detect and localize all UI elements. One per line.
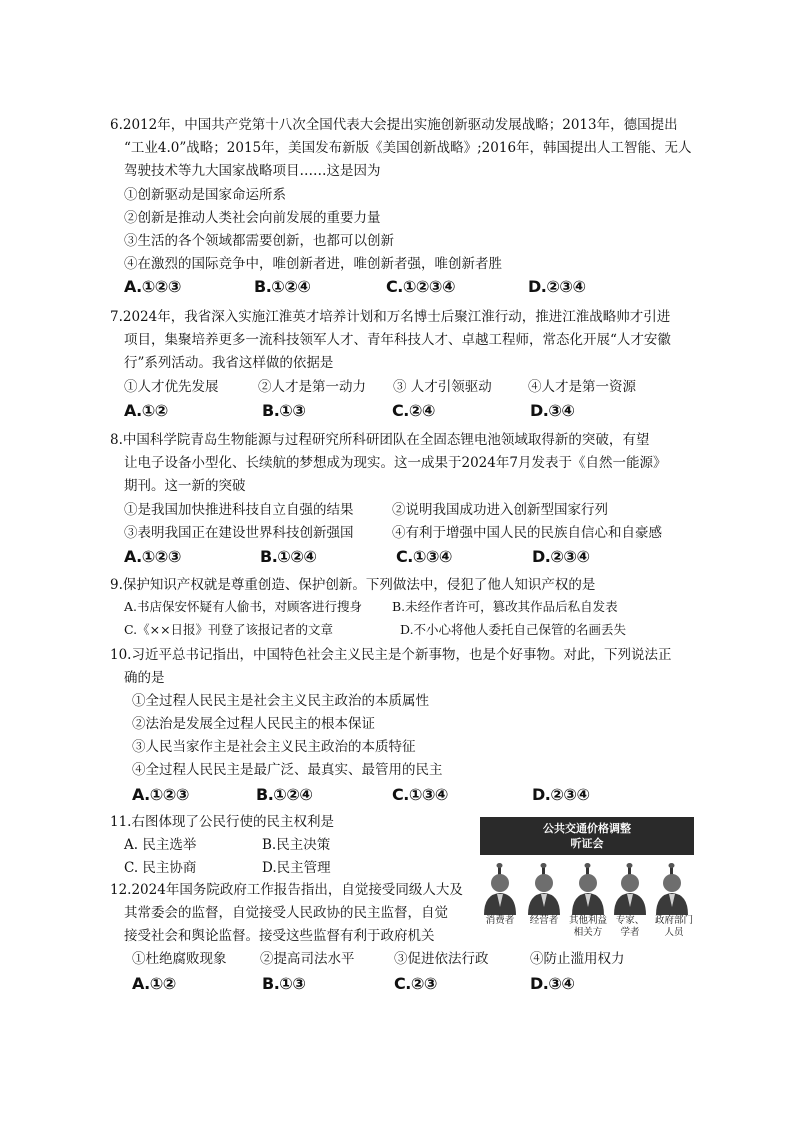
- q11-option-b[interactable]: B.民主决策: [262, 837, 331, 853]
- q8-option-b[interactable]: B.①②④: [260, 547, 317, 566]
- label-stakeholder: [564, 915, 612, 939]
- q6-stem-line-1: 6.2012年，中国共产党第十八次全国代表大会提出实施创新驱动发展战略；2013年，德国提出: [110, 117, 678, 133]
- q12-item-4: ④防止滥用权力: [530, 951, 625, 967]
- q8-item-1: ①是我国加快推进科技自立自强的结果: [124, 502, 354, 518]
- q9-stem: 9.保护知识产权就是尊重创造、保护创新。下列做法中，侵犯了他人知识产权的是: [110, 577, 596, 593]
- q12-option-b[interactable]: B.①③: [262, 974, 306, 993]
- q8-option-c[interactable]: C.①③④: [396, 547, 452, 566]
- q11-option-c[interactable]: C. 民主协商: [124, 860, 197, 876]
- q10-stem-line-2: 确的是: [124, 670, 165, 686]
- q6-stem-line-3: 驾驶技术等九大国家战略项目……这是因为: [124, 163, 381, 179]
- q9-option-a[interactable]: A.书店保安怀疑有人偷书，对顾客进行搜身: [124, 599, 363, 614]
- label-operator-text: 经营者: [529, 915, 559, 926]
- q7-item-3: ③ 人才引领驱动: [393, 379, 492, 395]
- label-expert-line-2: 学者: [620, 927, 640, 938]
- label-operator: [520, 915, 568, 927]
- q8-item-4: ④有利于增强中国人民的民族自信心和自豪感: [392, 525, 662, 541]
- hearing-figure: [472, 815, 704, 945]
- q10-option-c[interactable]: C.①③④: [392, 785, 448, 804]
- figure-title: [480, 817, 694, 855]
- q7-option-c[interactable]: C.②④: [392, 401, 435, 420]
- label-stakeholder-line-2: 相关方: [573, 927, 603, 938]
- participant-icon-stakeholder: [568, 863, 608, 921]
- q7-option-a[interactable]: A.①②: [124, 401, 168, 420]
- label-consumer-text: 消费者: [485, 915, 515, 926]
- label-expert-line-1: 专家、: [615, 915, 645, 926]
- q8-option-a[interactable]: A.①②③: [124, 547, 181, 566]
- q11-option-a[interactable]: A. 民主选举: [124, 837, 197, 853]
- q10-option-b[interactable]: B.①②④: [256, 785, 313, 804]
- q11-option-d[interactable]: D.民主管理: [262, 860, 331, 876]
- q6-item-3: ③生活的各个领域都需要创新，也都可以创新: [124, 233, 394, 249]
- q11-stem: 11.右图体现了公民行使的民主权利是: [110, 814, 334, 830]
- participant-icon-consumer: [480, 863, 520, 921]
- q6-option-b[interactable]: B.①②④: [254, 277, 311, 296]
- q10-item-3: ③人民当家作主是社会主义民主政治的本质特征: [132, 739, 416, 755]
- q10-item-1: ①全过程人民民主是社会主义民主政治的本质属性: [132, 693, 429, 709]
- q12-item-1: ①杜绝腐败现象: [132, 951, 227, 967]
- q12-item-3: ③促进依法行政: [394, 951, 489, 967]
- participant-icon-government: [652, 863, 692, 921]
- q12-option-a[interactable]: A.①②: [132, 974, 176, 993]
- q12-stem-line-2: 其常委会的监督，自觉接受人民政协的民主监督，自觉: [124, 905, 448, 921]
- q7-option-b[interactable]: B.①③: [262, 401, 306, 420]
- q8-item-3: ③表明我国正在建设世界科技创新强国: [124, 525, 354, 541]
- q7-stem-line-2: 项目，集聚培养更多一流科技领军人才、青年科技人才、卓越工程师，常态化开展“人才安徽: [124, 332, 671, 348]
- label-expert: [606, 915, 654, 939]
- q6-option-d[interactable]: D.②③④: [528, 277, 586, 296]
- label-government: [650, 915, 698, 939]
- q6-option-a[interactable]: A.①②③: [124, 277, 181, 296]
- q6-option-c[interactable]: C.①②③④: [386, 277, 456, 296]
- figure-title-line-2: 听证会: [570, 837, 604, 850]
- q9-option-d[interactable]: D.不小心将他人委托自己保管的名画丢失: [400, 622, 627, 637]
- q8-item-2: ②说明我国成功进入创新型国家行列: [392, 502, 608, 518]
- q10-item-4: ④全过程人民民主是最广泛、最真实、最管用的民主: [132, 762, 443, 778]
- label-government-line-1: 政府部门: [654, 915, 693, 926]
- q7-stem-line-3: 行”系列活动。我省这样做的依据是: [124, 355, 334, 371]
- q6-item-2: ②创新是推动人类社会向前发展的重要力量: [124, 210, 381, 226]
- q7-stem-line-1: 7.2024年，我省深入实施江淮英才培养计划和万名博士后聚江淮行动，推进江淮战略帅才引进: [110, 309, 671, 325]
- q8-stem-line-3: 期刊。这一新的突破: [124, 478, 246, 494]
- q12-option-c[interactable]: C.②③: [394, 974, 437, 993]
- q10-option-d[interactable]: D.②③④: [532, 785, 590, 804]
- q12-stem-line-1: 12.2024年国务院政府工作报告指出，自觉接受同级人大及: [110, 882, 463, 898]
- participant-icon-operator: [524, 863, 564, 921]
- q8-option-d[interactable]: D.②③④: [532, 547, 590, 566]
- q10-stem-line-1: 10.习近平总书记指出，中国特色社会主义民主是个新事物，也是个好事物。对此，下列说法正: [110, 647, 672, 663]
- q12-stem-line-3: 接受社会和舆论监督。接受这些监督有利于政府机关: [124, 928, 435, 944]
- q6-stem-line-2: “工业4.0”战略；2015年，美国发布新版《美国创新战略》;2016年，韩国提出人工智能、无人: [124, 140, 692, 156]
- q9-option-b[interactable]: B.未经作者许可，篡改其作品后私自发表: [392, 599, 618, 614]
- q7-item-4: ④人才是第一资源: [528, 379, 636, 395]
- q8-stem-line-2: 让电子设备小型化、长续航的梦想成为现实。这一成果于2024年7月发表于《自然一能源》: [124, 455, 667, 471]
- q6-item-4: ④在激烈的国际竞争中，唯创新者进，唯创新者强，唯创新者胜: [124, 256, 502, 272]
- label-stakeholder-line-1: 其他利益: [568, 915, 607, 926]
- q7-item-2: ②人才是第一动力: [258, 379, 366, 395]
- figure-title-line-1: 公共交通价格调整: [543, 822, 631, 835]
- q10-item-2: ②法治是发展全过程人民民主的根本保证: [132, 716, 375, 732]
- q12-option-d[interactable]: D.③④: [530, 974, 575, 993]
- q10-option-a[interactable]: A.①②③: [132, 785, 189, 804]
- label-consumer: [476, 915, 524, 927]
- q8-stem-line-1: 8.中国科学院青岛生物能源与过程研究所科研团队在全固态锂电池领域取得新的突破，有望: [110, 432, 650, 448]
- q6-item-1: ①创新驱动是国家命运所系: [124, 187, 286, 203]
- q7-option-d[interactable]: D.③④: [530, 401, 575, 420]
- q9-option-c[interactable]: C.《××日报》刊登了该报记者的文章: [124, 622, 334, 637]
- q12-item-2: ②提高司法水平: [260, 951, 355, 967]
- label-government-line-2: 人员: [664, 927, 684, 938]
- participant-icon-expert: [610, 863, 650, 921]
- q7-item-1: ①人才优先发展: [124, 379, 219, 395]
